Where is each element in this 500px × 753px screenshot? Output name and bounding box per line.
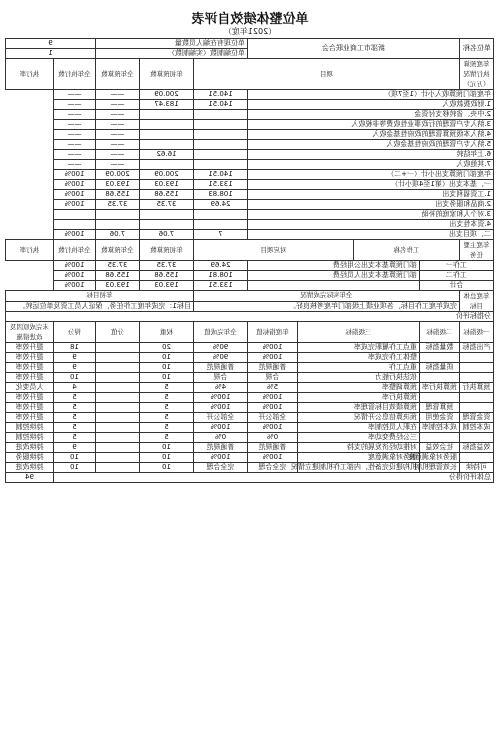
- task-header-4: 执行率: [6, 240, 54, 261]
- goal-header-target: 年初目标: [6, 291, 194, 302]
- perf-cell: 10: [54, 373, 96, 383]
- perf-cell: 100%: [194, 403, 248, 413]
- perf-cell: 10: [54, 463, 96, 473]
- perf-pad-cell: [96, 453, 140, 463]
- budget-cell: 140.51: [194, 170, 248, 180]
- budget-cell: 7.06: [140, 230, 194, 240]
- budget-cell: 100%: [54, 200, 96, 210]
- perf-l1: 资金管理: [460, 413, 494, 423]
- perf-l2: [420, 393, 460, 403]
- perf-l2: [420, 373, 460, 383]
- budget-cell: 37.35: [140, 200, 194, 210]
- perf-row: [6, 433, 494, 443]
- perf-cell: 持续改进: [6, 463, 54, 473]
- perf-cell: 持续服务: [6, 453, 54, 463]
- perf-cell: 5: [54, 413, 96, 423]
- perf-l3: 服务对象满意度: [298, 453, 420, 463]
- budget-row-label: 2.商品和服务支出: [248, 200, 494, 210]
- perf-cell: 9: [54, 353, 96, 363]
- perf-cell: 100%: [248, 453, 298, 463]
- task-project: [248, 281, 420, 291]
- perf-l2: 服务对象满意度: [420, 453, 460, 463]
- budget-row: [6, 150, 494, 160]
- budget-cell: 100%: [54, 230, 96, 240]
- task-cell: 133.51: [194, 281, 248, 291]
- total-value: 94: [6, 473, 54, 483]
- perf-cell: 人员变化: [6, 383, 54, 393]
- budget-cell: [194, 130, 248, 140]
- budget-header-1: 年初预算数: [140, 59, 194, 90]
- perf-l1: [460, 433, 494, 443]
- unit-name-value: 新邵市工商业联合会: [248, 39, 460, 59]
- perf-cell: 5: [54, 403, 96, 413]
- perf-l1: [460, 393, 494, 403]
- perf-h-l3: 三级指标: [298, 322, 420, 343]
- perf-cell: 18: [54, 343, 96, 353]
- task-row: [6, 281, 494, 291]
- staff-value: 9: [6, 39, 96, 49]
- perf-cell: 普通规范: [248, 443, 298, 453]
- budget-row: [6, 220, 494, 230]
- task-cell: 193.03: [96, 281, 140, 291]
- task-name: 工作二: [420, 271, 494, 281]
- perf-pad-cell: [96, 373, 140, 383]
- perf-cell: 提升效率: [6, 343, 54, 353]
- perf-cell: 5: [54, 433, 96, 443]
- goal-actual: 完成年度工作目标，各项业绩上级部门年度考核良好。: [194, 301, 460, 312]
- perf-row: [6, 343, 494, 353]
- budget-row-label: 年度部门预算支出小计（一+二）: [248, 170, 494, 180]
- perf-cell: 5%: [248, 383, 298, 393]
- perf-cell: 全部公开: [194, 413, 248, 423]
- perf-row: [6, 393, 494, 403]
- perf-l1: [460, 353, 494, 363]
- budget-row-label: 一、基本支出（第1至4项小计）: [248, 180, 494, 190]
- budget-cell: 155.68: [96, 190, 140, 200]
- budget-cell: [194, 220, 248, 230]
- perf-cell: 9: [54, 363, 96, 373]
- perf-l3: 重点工作履职完成率: [298, 343, 420, 353]
- staff2-label: 单位编制数（实编制数）: [96, 49, 248, 59]
- perf-pad-cell: [96, 403, 140, 413]
- perf-cell: 100%: [194, 393, 248, 403]
- budget-row: [6, 110, 494, 120]
- perf-cell: 全部公开: [248, 413, 298, 423]
- perf-l1: 预算执行: [460, 383, 494, 393]
- budget-item-header: 项目: [194, 59, 460, 90]
- task-name: 合计: [420, 281, 494, 291]
- budget-row: [6, 180, 494, 190]
- budget-cell: [96, 210, 140, 220]
- perf-h-weight: 权重: [140, 322, 194, 343]
- perf-pad-cell: [96, 393, 140, 403]
- budget-row-label: 3.对个人和家庭的补助: [248, 210, 494, 220]
- budget-cell: 183.47: [140, 100, 194, 110]
- budget-cell: [140, 210, 194, 220]
- perf-cell: 9: [54, 443, 96, 453]
- staff2-value: 1: [6, 49, 96, 59]
- budget-cell: ——: [54, 90, 96, 100]
- budget-row: [6, 160, 494, 170]
- task-row: [6, 271, 494, 281]
- budget-cell: 133.51: [194, 180, 248, 190]
- budget-cell: [140, 110, 194, 120]
- perf-l2: 数量指标: [420, 343, 460, 353]
- task-cell: 193.03: [140, 281, 194, 291]
- budget-cell: 200.09: [140, 90, 194, 100]
- total-label: 总体评价得分: [54, 473, 494, 483]
- budget-cell: 7.06: [96, 230, 140, 240]
- perf-pad-cell: [96, 443, 140, 453]
- budget-row-label: 4.纳入本级预算管理的政府性基金收入: [248, 130, 494, 140]
- perf-row: [6, 453, 494, 463]
- budget-row-label: 7.其他收入: [248, 160, 494, 170]
- budget-cell: 155.68: [140, 190, 194, 200]
- perf-l3: 对推动经济发展的支持: [298, 443, 420, 453]
- budget-cell: ——: [96, 90, 140, 100]
- perf-l2: 资金使用: [420, 413, 460, 423]
- budget-cell: [54, 210, 96, 220]
- task-cell: 24.69: [194, 261, 248, 271]
- perf-cell: 0%: [194, 433, 248, 443]
- budget-row: [6, 130, 494, 140]
- perf-cell: 100%: [248, 353, 298, 363]
- budget-cell: [194, 110, 248, 120]
- perf-h-actual: 全年完成值: [194, 322, 248, 343]
- perf-l3: 三公经费变动率: [298, 433, 420, 443]
- perf-cell: 提升效率: [6, 373, 54, 383]
- budget-cell: [96, 220, 140, 230]
- perf-l1: [460, 403, 494, 413]
- budget-header-3: 全年执行数: [54, 59, 96, 90]
- task-cell: 108.81: [194, 271, 248, 281]
- perf-l1: 可持续: [460, 463, 494, 473]
- page-subtitle: （2021年度）: [223, 27, 277, 36]
- task-header-3: 全年执行数: [54, 240, 96, 261]
- budget-row: [6, 90, 494, 100]
- budget-cell: ——: [96, 130, 140, 140]
- budget-header-2: 全年预算数: [96, 59, 140, 90]
- perf-l2: [420, 353, 460, 363]
- perf-row: [6, 383, 494, 393]
- perf-cell: 100%: [194, 453, 248, 463]
- perf-cell: 提升效率: [6, 403, 54, 413]
- perf-pad-cell: [96, 343, 140, 353]
- perf-cell: 10: [140, 453, 194, 463]
- perf-l3: 依法执行能力: [298, 373, 420, 383]
- perf-l2: 质量指标: [420, 363, 460, 373]
- budget-row-label: 5.纳入专户管理的政府性基金收入: [248, 140, 494, 150]
- budget-cell: ——: [54, 140, 96, 150]
- unit-name-label: 单位名称: [460, 39, 494, 59]
- task-section-label: 年度主要任务: [460, 240, 494, 261]
- perf-pad-cell: [96, 433, 140, 443]
- perf-cell: 4: [54, 383, 96, 393]
- perf-cell: 5: [140, 423, 194, 433]
- perf-cell: 10: [140, 373, 194, 383]
- task-cell: 37.35: [140, 261, 194, 271]
- perf-cell: 持续控制: [6, 433, 54, 443]
- goal-section-label: 年度总体目标: [460, 291, 494, 312]
- budget-cell: [140, 130, 194, 140]
- budget-header-4: 执行率: [6, 59, 54, 90]
- perf-l2: 预算执行率: [420, 383, 460, 393]
- budget-row-label: 6.上年结转: [248, 150, 494, 160]
- page-title: 单位整体绩效自评表: [191, 12, 309, 27]
- task-cell: 100%: [54, 281, 96, 291]
- perf-l1: 效益指标: [460, 443, 494, 453]
- perf-cell: 4%: [194, 383, 248, 393]
- perf-cell: 5: [54, 423, 96, 433]
- perf-cell: 5: [140, 393, 194, 403]
- perf-cell: 5: [140, 413, 194, 423]
- perf-cell: 5: [54, 393, 96, 403]
- perf-cell: 5: [140, 403, 194, 413]
- budget-row-label: 3.纳入专户管理的行政事业性收费等非税收入: [248, 120, 494, 130]
- task-header-proj: 对应项目: [194, 240, 354, 261]
- perf-section-label: 分指标评价: [6, 312, 494, 322]
- task-project: 部门预算基本支出人员经费: [248, 271, 420, 281]
- perf-h-target: 年度指标值: [248, 322, 298, 343]
- task-cell: 100%: [54, 261, 96, 271]
- perf-cell: 持续改进: [6, 443, 54, 453]
- perf-row: [6, 373, 494, 383]
- budget-row: [6, 230, 494, 240]
- perf-l3: 预算绩效目标管理率: [298, 403, 420, 413]
- perf-cell: 普通规范: [194, 443, 248, 453]
- perf-cell: 90%: [194, 343, 248, 353]
- perf-pad-cell: [96, 413, 140, 423]
- task-row: [6, 261, 494, 271]
- perf-h-got: 得分: [54, 322, 96, 343]
- perf-cell: 90%: [194, 353, 248, 363]
- budget-row: [6, 120, 494, 130]
- perf-l1: 成本控制: [460, 423, 494, 433]
- perf-l3: 在职人员控制率: [298, 423, 420, 433]
- goal-target: 目标1：完成年度工作任务，保证人员工资及单位运转。: [6, 301, 194, 312]
- perf-cell: 20: [140, 343, 194, 353]
- budget-cell: [140, 220, 194, 230]
- budget-cell: [140, 160, 194, 170]
- perf-cell: 5: [140, 433, 194, 443]
- budget-row-label: 4.资本性支出: [248, 220, 494, 230]
- perf-l1: [460, 373, 494, 383]
- perf-cell: 0%: [248, 433, 298, 443]
- perf-cell: 合规: [248, 373, 298, 383]
- perf-cell: 100%: [248, 403, 298, 413]
- budget-cell: 24.69: [194, 200, 248, 210]
- perf-pad-cell: [96, 383, 140, 393]
- budget-cell: 16.62: [140, 150, 194, 160]
- budget-row: [6, 100, 494, 110]
- perf-row: [6, 423, 494, 433]
- task-project: 部门预算基本支出公用经费: [248, 261, 420, 271]
- budget-cell: ——: [54, 130, 96, 140]
- perf-cell: 100%: [248, 343, 298, 353]
- budget-section-label: 年度预算执行情况（万元）: [460, 59, 494, 90]
- perf-cell: 10: [140, 443, 194, 453]
- perf-pad-cell: [96, 353, 140, 363]
- budget-cell: ——: [96, 140, 140, 150]
- task-header-2: 全年预算数: [96, 240, 140, 261]
- budget-cell: ——: [54, 110, 96, 120]
- perf-cell: 提升效率: [6, 363, 54, 373]
- perf-cell: 普通规范: [194, 363, 248, 373]
- budget-cell: ——: [96, 120, 140, 130]
- budget-row-label: 2.中央、省转移支付资金: [248, 110, 494, 120]
- budget-cell: 7: [194, 230, 248, 240]
- perf-l2: 预算管理: [420, 403, 460, 413]
- perf-l3: 整体工作完成率: [298, 353, 420, 363]
- budget-cell: [194, 150, 248, 160]
- budget-cell: 140.51: [194, 90, 248, 100]
- perf-cell: 提升效率: [6, 353, 54, 363]
- budget-cell: [194, 120, 248, 130]
- perf-cell: 10: [140, 463, 194, 473]
- staff-label: 单位现有在编人员数量: [96, 39, 248, 49]
- budget-cell: 200.09: [140, 170, 194, 180]
- budget-cell: [140, 140, 194, 150]
- budget-cell: [194, 140, 248, 150]
- perf-h-l2: 二级指标: [420, 322, 460, 343]
- budget-cell: 193.03: [96, 180, 140, 190]
- budget-cell: 108.83: [194, 190, 248, 200]
- task-cell: 37.35: [96, 261, 140, 271]
- goal-header-actual: 全年实际完成情况: [194, 291, 460, 302]
- perf-cell: 提升效率: [6, 393, 54, 403]
- perf-h-score: 分值: [96, 322, 140, 343]
- budget-row: [6, 200, 494, 210]
- perf-row: [6, 463, 494, 473]
- perf-cell: 普通规范: [248, 363, 298, 373]
- perf-l1: [460, 453, 494, 463]
- budget-cell: ——: [96, 110, 140, 120]
- perf-cell: 合规: [194, 373, 248, 383]
- budget-cell: ——: [54, 120, 96, 130]
- budget-cell: 100%: [54, 190, 96, 200]
- task-cell: 155.68: [96, 271, 140, 281]
- budget-cell: 193.03: [140, 180, 194, 190]
- budget-cell: [140, 120, 194, 130]
- budget-cell: [194, 210, 248, 220]
- perf-l3: 预算执行率: [298, 393, 420, 403]
- budget-cell: 37.35: [96, 200, 140, 210]
- perf-cell: 提升效率: [6, 413, 54, 423]
- perf-h-l1: 一级指标: [460, 322, 494, 343]
- perf-l3: 机构建设完备性、内部工作机制建立情况: [298, 463, 420, 473]
- perf-pad-cell: [96, 463, 140, 473]
- perf-l2: 社会效益: [420, 443, 460, 453]
- perf-cell: 10: [140, 363, 194, 373]
- perf-cell: 持续控制: [6, 423, 54, 433]
- budget-cell: ——: [96, 150, 140, 160]
- task-header-name: 工作名称: [354, 240, 460, 261]
- task-name: 工作一: [420, 261, 494, 271]
- budget-cell: 100%: [54, 180, 96, 190]
- budget-row: [6, 140, 494, 150]
- budget-row: [6, 170, 494, 180]
- budget-cell: [54, 220, 96, 230]
- perf-cell: 10: [54, 453, 96, 463]
- perf-h-reason: 未完成原因及改进措施: [6, 322, 54, 343]
- perf-cell: 100%: [194, 423, 248, 433]
- budget-cell: 100%: [54, 170, 96, 180]
- budget-row-label: 二、项目支出: [248, 230, 494, 240]
- perf-pad-cell: [96, 423, 140, 433]
- perf-row: [6, 403, 494, 413]
- budget-row-label: 1.财政拨款收入: [248, 100, 494, 110]
- perf-row: [6, 413, 494, 423]
- perf-l2: 长效管理机制: [420, 463, 460, 473]
- perf-l3: 重点工作: [298, 363, 420, 373]
- budget-cell: 200.09: [96, 170, 140, 180]
- perf-cell: 10: [140, 353, 194, 363]
- perf-l3: 预算调整率: [298, 383, 420, 393]
- task-cell: 100%: [54, 271, 96, 281]
- perf-l2: 成本控制率: [420, 423, 460, 433]
- budget-cell: ——: [96, 160, 140, 170]
- budget-cell: [194, 160, 248, 170]
- perf-pad-cell: [96, 363, 140, 373]
- perf-row: [6, 443, 494, 453]
- budget-cell: 140.51: [194, 100, 248, 110]
- budget-cell: ——: [54, 160, 96, 170]
- task-cell: 155.68: [140, 271, 194, 281]
- task-header-1: 年初预算数: [140, 240, 194, 261]
- perf-cell: 5: [140, 383, 194, 393]
- budget-row-label: 年度部门预算收入小计（1至7项）: [248, 90, 494, 100]
- perf-l1: 产出指标: [460, 343, 494, 353]
- budget-cell: ——: [54, 150, 96, 160]
- perf-l3: 预决算信息公开情况: [298, 413, 420, 423]
- budget-cell: ——: [54, 100, 96, 110]
- perf-cell: 100%: [248, 423, 298, 433]
- perf-row: [6, 353, 494, 363]
- budget-row: [6, 210, 494, 220]
- perf-cell: 完全合理: [248, 463, 298, 473]
- perf-l2: [420, 433, 460, 443]
- budget-cell: ——: [96, 100, 140, 110]
- perf-cell: 完全合理: [194, 463, 248, 473]
- budget-row-label: 1.工资福利支出: [248, 190, 494, 200]
- performance-table: [5, 38, 494, 483]
- perf-cell: 100%: [248, 393, 298, 403]
- budget-row: [6, 190, 494, 200]
- perf-l1: [460, 363, 494, 373]
- perf-row: [6, 363, 494, 373]
